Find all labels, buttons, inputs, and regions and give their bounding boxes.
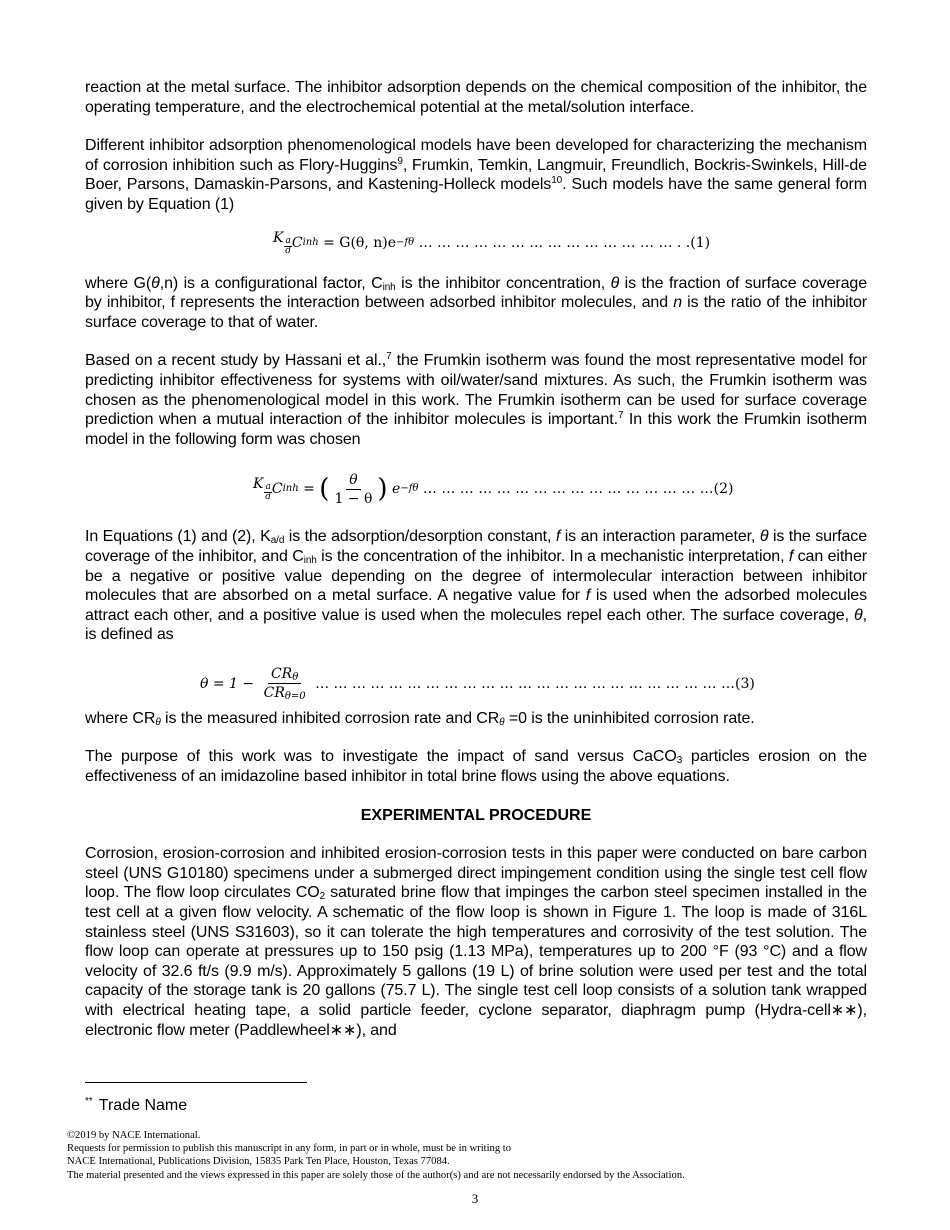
citation: 10 [551, 175, 563, 187]
paragraph-models: Different inhibitor adsorption phenomenological models have been developed for characterizing the mechanism of corrosion inhibition such as Flory-Huggins$^9$, Frumkin, Temkin, Langmuir, Freundlich, Bockris-Swinkels, Hill-de Boer, Parsons, Damaskin-Parsons, and Kastening-Holleck models$^{10}$. Such models have the same general form given by Equation (1) [85, 137, 867, 213]
section-heading: EXPERIMENTAL PROCEDURE [360, 806, 592, 824]
paragraph-intro: reaction at the metal surface. The inhibitor adsorption depends on the chemical composition of the inhibitor, the operating temperature, and the electrochemical potential at the metal/solution interface. [85, 79, 867, 116]
paragraph-where-cr: where $CR_\theta$ is the measured inhibited corrosion rate and $CR_\theta =0$ is the uninhibited corrosion rate. [85, 709, 755, 728]
equation-number: (2) [713, 481, 734, 498]
footnote-rule [85, 1082, 307, 1083]
paragraph-where-1: where G(θ,n) is a configurational factor, $C_{inh}$ is the inhibitor concentration, θ is the fraction of surface coverage by inhibitor, f represents the interaction between adsorbed inhibitor molecules, and n is the ratio of the inhibitor surface coverage to that of water. [85, 274, 868, 331]
equation-number: (3) [735, 675, 755, 692]
copyright-notice: ©2019 by NACE International. Requests for permission to publish this manuscript in any form, in part or in whole, must be in writing to NACE International, Publications Division, 15835 Park Ten Place, Houston, Texas 77084. The material presented and the views expressed in this paper are solely those of the author(s) and are not necessarily endorsed by the Association. [67, 1130, 685, 1181]
paragraph-purpose: The purpose of this work was to investigate the impact of sand versus CaCO$_3$ particles erosion on the effectiveness of an imidazoline based inhibitor in total brine flows using the above equations. [85, 748, 867, 786]
paragraph-parameters: In Equations (1) and (2), $K_{a/d}$ is the adsorption/desorption constant, f is an interaction parameter, θ is the surface coverage of the inhibitor, and $C_{inh}$ is the concentration of the inhibitor. In a mechanistic interpretation, f can either be a negative or positive value depending on the degree of intermolecular interaction between inhibitor molecules that are absorbed on a metal surface. A negative value for f is used when the adsorbed molecules attract each other, and a positive value is used when the molecules repel each other. The surface coverage, θ, is defined as [85, 528, 867, 644]
citation: 7 [617, 410, 624, 422]
equation-2: K a d C inh = ( $\frac{\theta}{1 - \theta}$ ) e −fθ … … … … … … … … … … … … … … … … (2) [253, 471, 734, 507]
paragraph-procedure: Corrosion, erosion-corrosion and inhibited erosion-corrosion tests in this paper were conducted on bare carbon steel (UNS G10180) specimens under a submerged direct impingement condition using the single test cell flow loop. The flow loop circulates $CO_2$ saturated brine flow that impinges the carbon steel specimen installed in the test cell at a given flow velocity. A schematic of the flow loop is shown in Figure 1. The loop is made of 316L stainless steel (UNS S31603), so it can tolerate the high temperatures and corrosivity of the test solution. The flow loop can operate at pressures up to 150 psig (1.13 MPa), temperatures up to 200 °F (93 °C) and a flow velocity of 32.6 ft/s (9.9 m/s). Approximately 5 gallons (19 L) of brine solution were used per test and the total capacity of the storage tank is 20 gallons (75.7 L). The single test cell loop consists of a solution tank wrapped with electrical heating tape, a solid particle feeder, cyclone separator, diaphragm pump (Hydra-cell∗∗), electronic flow meter (Paddlewheel∗∗), and [85, 845, 868, 1039]
footnote: ** Trade Name [85, 1096, 188, 1114]
citation: 7 [386, 351, 392, 363]
page-body [85, 78, 867, 1040]
equation-1: K a d C inh = G(θ, n)e −fθ … … … … … … … … … … … … … … . . (1) [273, 229, 711, 256]
equation-3: θ = 1 − $\frac{CR_\theta}{CR_{\theta=0}}$ … … … … … … … … … … … … … … … … … … … … … … … (3) [200, 666, 755, 703]
equation-number: (1) [690, 234, 711, 251]
page-number: 3 [471, 1191, 479, 1206]
citation: 9 [397, 155, 403, 167]
paragraph-frumkin: Based on a recent study by Hassani et al.,$^7$ the Frumkin isotherm was found the most representative model for predicting inhibitor effectiveness for systems with oil/water/sand mixtures. As such, the Frumkin isotherm was chosen as the phenomenological model in this work. The Frumkin isotherm can be used for surface coverage prediction when a mutual interaction of the inhibitor molecules is important.$^7$ In this work the Frumkin isotherm model in the following form was chosen [85, 351, 868, 448]
